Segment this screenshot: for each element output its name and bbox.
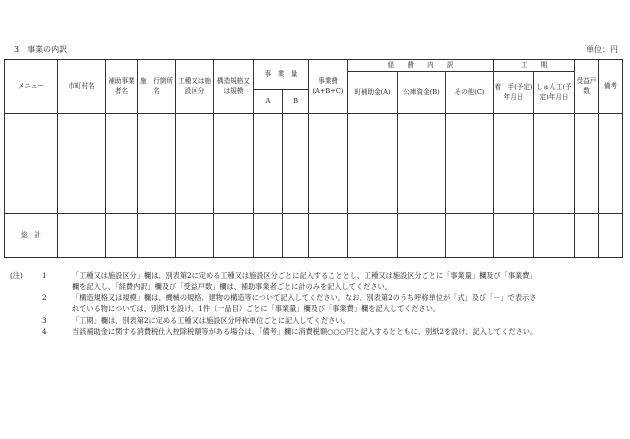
header-public-fund: 公庫資金(B) <box>398 72 446 114</box>
header-completion-date: しゅん工(予定)年月日 <box>534 72 575 114</box>
notes-lead: (注) <box>10 271 23 280</box>
header-remarks: 備考 <box>599 60 623 114</box>
header-qty-b: B <box>283 90 309 114</box>
header-location: 施 行箇所名 <box>138 60 176 114</box>
note-text-continued: 欄を記入し、「経費内訳」欄及び「受益戸数」欄は、補助事業者ごとに計のみを記入してください。 <box>72 282 392 292</box>
table-row-total <box>5 214 623 258</box>
note-item-3 <box>10 315 622 326</box>
section-title: 3 事業の内訳 <box>14 45 68 54</box>
header-period: 工 期 <box>494 60 575 72</box>
header-menu: メニュー <box>5 60 58 114</box>
header-project-cost: 事業費(A+B+C) <box>309 60 348 114</box>
note-item-2 <box>10 292 622 303</box>
note-item-4 <box>10 326 622 337</box>
note-text: 「工種又は施設区分」欄は、別表第2に定める工種又は施設区分ごとに記入することとし、工種又は施設区分ごとに「事業量」欄及び「事業費」 <box>72 271 537 280</box>
note-text: 「工期」欄は、別表第2に定める工種又は施設区分呼称単位ごとに記入してください。 <box>72 315 350 325</box>
note-number: 1 <box>42 271 47 280</box>
note-text: 当該補助金に関する消費税仕入控除税額等がある場合は、「備考」欄に消費税額○○○円と記入するとともに、別紙2を設け、記入してください。 <box>72 326 538 336</box>
note-text-continued: れている物については、別紙1を設け、1件（一品目）ごとに「事業量」欄及び「事業費」欄を記入してください。 <box>72 304 441 314</box>
header-quantity: 事 業 量 <box>254 60 309 90</box>
header-households: 受益戸数 <box>575 60 599 114</box>
note-number: 3 <box>42 315 47 325</box>
note-text: 「構造規格又は規模」欄は、機械の規格、建物の構造等について記入してください。なお、別表第2のうち呼称単位が「式」及び「－」で表示さ <box>72 293 537 303</box>
note-number: 2 <box>42 293 47 303</box>
notes <box>10 270 622 337</box>
table-row-body <box>5 114 623 214</box>
header-qty-a: A <box>254 90 283 114</box>
header-expense-breakdown: 経 費 内 訳 <box>348 60 494 72</box>
header-operator: 補助事業者名 <box>106 60 138 114</box>
header-structure: 構造規格又は規模 <box>214 60 254 114</box>
header-municipality: 市町村名 <box>58 60 106 114</box>
header-town-subsidy: 町補助金(A) <box>348 72 398 114</box>
unit-label: 単位：円 <box>586 45 618 54</box>
note-number: 4 <box>42 326 47 336</box>
total-label: 総 計 <box>5 214 58 258</box>
breakdown-table <box>4 59 623 258</box>
header-start-date: 着 手(予定)年月日 <box>494 72 534 114</box>
header-work-type: 工種又は施設区分 <box>176 60 214 114</box>
header-other: その他(C) <box>446 72 494 114</box>
note-item-1 <box>10 270 622 281</box>
